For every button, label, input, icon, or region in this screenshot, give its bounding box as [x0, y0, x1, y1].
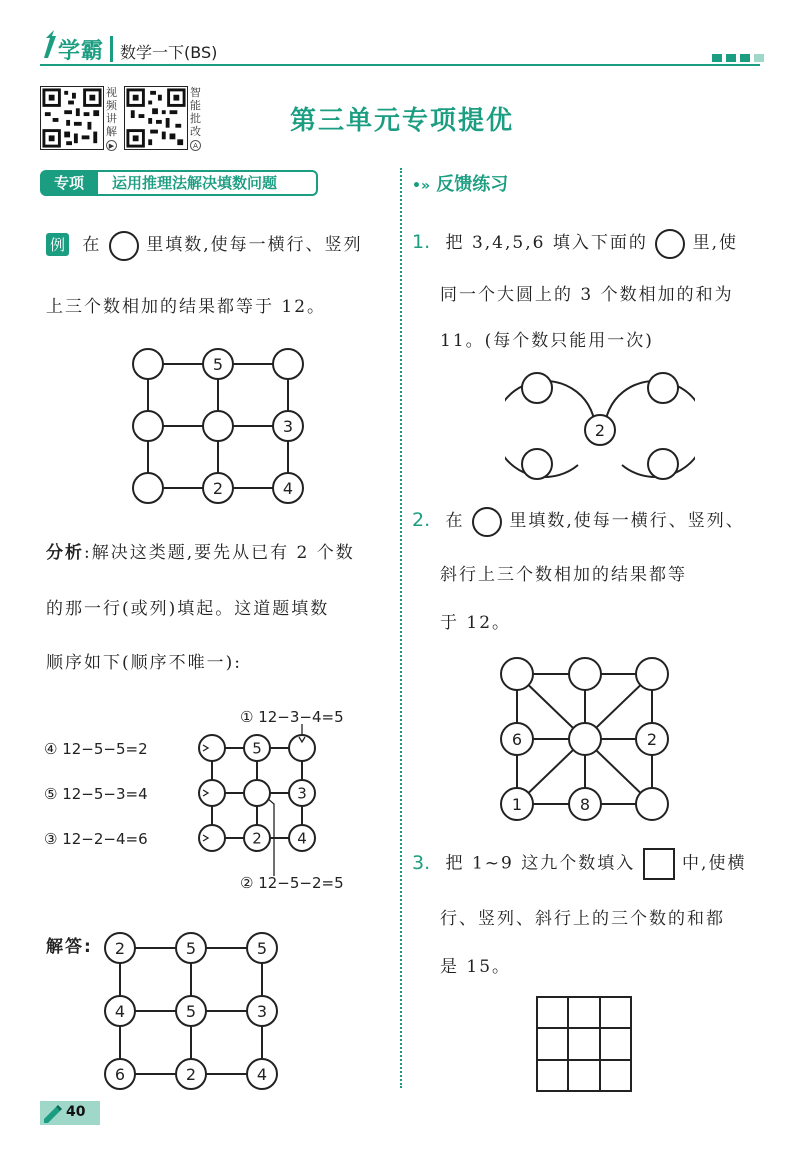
- q2-circle-1[interactable]: [501, 658, 533, 690]
- inline-square-icon: [643, 848, 675, 880]
- inline-circle-icon: [109, 231, 139, 261]
- answer-value-4: 4: [114, 1001, 126, 1021]
- answer-value-7: 6: [114, 1064, 126, 1084]
- q1-line-2: 同一个大圆上的 3 个数相加的和为: [440, 285, 734, 305]
- logo-divider: [110, 36, 113, 62]
- q1-circle-2[interactable]: [648, 373, 678, 403]
- analysis-value-6: 3: [297, 784, 307, 803]
- example-grid-diagram: [120, 342, 320, 512]
- column-divider: [400, 168, 402, 1088]
- q3-number: 3.: [412, 851, 431, 874]
- answer-grid-diagram: [100, 928, 290, 1096]
- example-badge: 例: [46, 233, 69, 256]
- example-value-9: 4: [282, 478, 294, 498]
- inline-circle-icon: [655, 229, 685, 259]
- q1-circle-1[interactable]: [522, 373, 552, 403]
- q2-line-2: 斜行上三个数相加的结果都等: [440, 565, 687, 585]
- q2-line-3: 于 12。: [440, 613, 512, 633]
- answer-value-6: 3: [256, 1001, 268, 1021]
- analysis-value-8: 2: [252, 829, 262, 848]
- analysis-circle-7[interactable]: [199, 825, 225, 851]
- q2-circle-3[interactable]: [636, 658, 668, 690]
- example-circle-5[interactable]: [203, 411, 233, 441]
- q2-value-6: 2: [646, 729, 658, 749]
- answer-value-2: 5: [185, 938, 197, 958]
- example-line-1: 例 在 里填数,使每一横行、竖列: [46, 230, 363, 261]
- step-2-label: ② 12−5−2=5: [240, 874, 344, 892]
- q1-circle-3[interactable]: [522, 449, 552, 479]
- q1-circles-diagram: [505, 368, 695, 488]
- step-4-label: ④ 12−5−5=2: [44, 740, 148, 758]
- example-circle-1[interactable]: [133, 349, 163, 379]
- example-circle-7[interactable]: [133, 473, 163, 503]
- q1-circle-4[interactable]: [648, 449, 678, 479]
- answer-label: 解答:: [46, 937, 93, 957]
- answer-value-1: 2: [114, 938, 126, 958]
- q3-magic-square-grid: [536, 996, 634, 1094]
- inline-circle-icon: [472, 507, 502, 537]
- q3-line-3: 是 15。: [440, 957, 512, 977]
- example-value-2: 5: [212, 354, 224, 374]
- analysis-label: 分析: [46, 543, 84, 563]
- q1-line-3: 11。(每个数只能用一次): [440, 331, 654, 351]
- step-1-label: ① 12−3−4=5: [240, 708, 344, 726]
- example-value-8: 2: [212, 478, 224, 498]
- header-squares: [712, 54, 764, 62]
- q3-line-2: 行、竖列、斜行上的三个数的和都: [440, 909, 725, 929]
- q1-center-value-1: 2: [594, 420, 606, 440]
- q2-circle-2[interactable]: [569, 658, 601, 690]
- q2-circle-5[interactable]: [569, 723, 601, 755]
- qr-label-video: 视频讲解 ▶: [106, 86, 117, 150]
- analysis-circle-5[interactable]: [244, 780, 270, 806]
- analysis-line-1: 分析:解决这类题,要先从已有 2 个数: [46, 543, 355, 563]
- answer-value-5: 5: [185, 1001, 197, 1021]
- answer-value-8: 2: [185, 1064, 197, 1084]
- example-circle-4[interactable]: [133, 411, 163, 441]
- header-rule: [40, 64, 760, 66]
- analysis-circle-3[interactable]: [289, 735, 315, 761]
- page-number: 40: [66, 1104, 86, 1120]
- analysis-circle-1[interactable]: [199, 735, 225, 761]
- q2-grid-diagram: [496, 652, 676, 828]
- answer-value-3: 5: [256, 938, 268, 958]
- q2-number: 2.: [412, 509, 431, 531]
- qr-code-video-icon: [40, 86, 104, 150]
- analysis-circle-4[interactable]: [199, 780, 225, 806]
- q2-value-8: 8: [579, 794, 591, 814]
- example-line-2: 上三个数相加的结果都等于 12。: [46, 297, 327, 317]
- answer-value-9: 4: [256, 1064, 268, 1084]
- pencil-icon: [42, 1103, 64, 1123]
- analysis-value-2: 5: [252, 739, 262, 758]
- play-icon: ▶: [106, 140, 117, 151]
- analysis-line-2: 的那一行(或列)填起。这道题填数: [46, 599, 330, 619]
- page-title: 第三单元专项提优: [290, 106, 515, 136]
- q2-line-1: 2. 在 里填数,使每一横行、竖列、: [412, 506, 745, 537]
- analysis-line-3: 顺序如下(顺序不唯一):: [46, 653, 242, 673]
- book-title: 数学一下(BS): [120, 43, 218, 62]
- logo-mark-icon: [40, 28, 60, 62]
- q1-number: 1.: [412, 231, 431, 253]
- example-circle-3[interactable]: [273, 349, 303, 379]
- q3-line-1: 3. 把 1~9 这九个数填入 中,使横: [412, 848, 746, 880]
- qr-label-grading: 智能批改 A: [190, 86, 201, 150]
- q2-circle-9[interactable]: [636, 788, 668, 820]
- q2-value-7: 1: [511, 794, 523, 814]
- step-3-label: ③ 12−2−4=6: [44, 830, 148, 848]
- step-5-label: ⑤ 12−5−3=4: [44, 785, 148, 803]
- section-title: 运用推理法解决填数问题: [98, 170, 318, 196]
- double-chevron-icon: •»: [412, 178, 430, 194]
- example-value-6: 3: [282, 416, 294, 436]
- ai-badge-icon: A: [190, 140, 201, 151]
- q1-line-1: 1. 把 3,4,5,6 填入下面的 里,使: [412, 228, 738, 259]
- q2-value-4: 6: [511, 729, 523, 749]
- analysis-value-9: 4: [297, 829, 307, 848]
- section-tag: 专项: [40, 170, 98, 196]
- analysis-diagram: [40, 700, 400, 900]
- feedback-heading: •» 反馈练习: [412, 174, 509, 195]
- qr-code-grading-icon: [124, 86, 188, 150]
- brand-logo: 学霸: [58, 39, 105, 64]
